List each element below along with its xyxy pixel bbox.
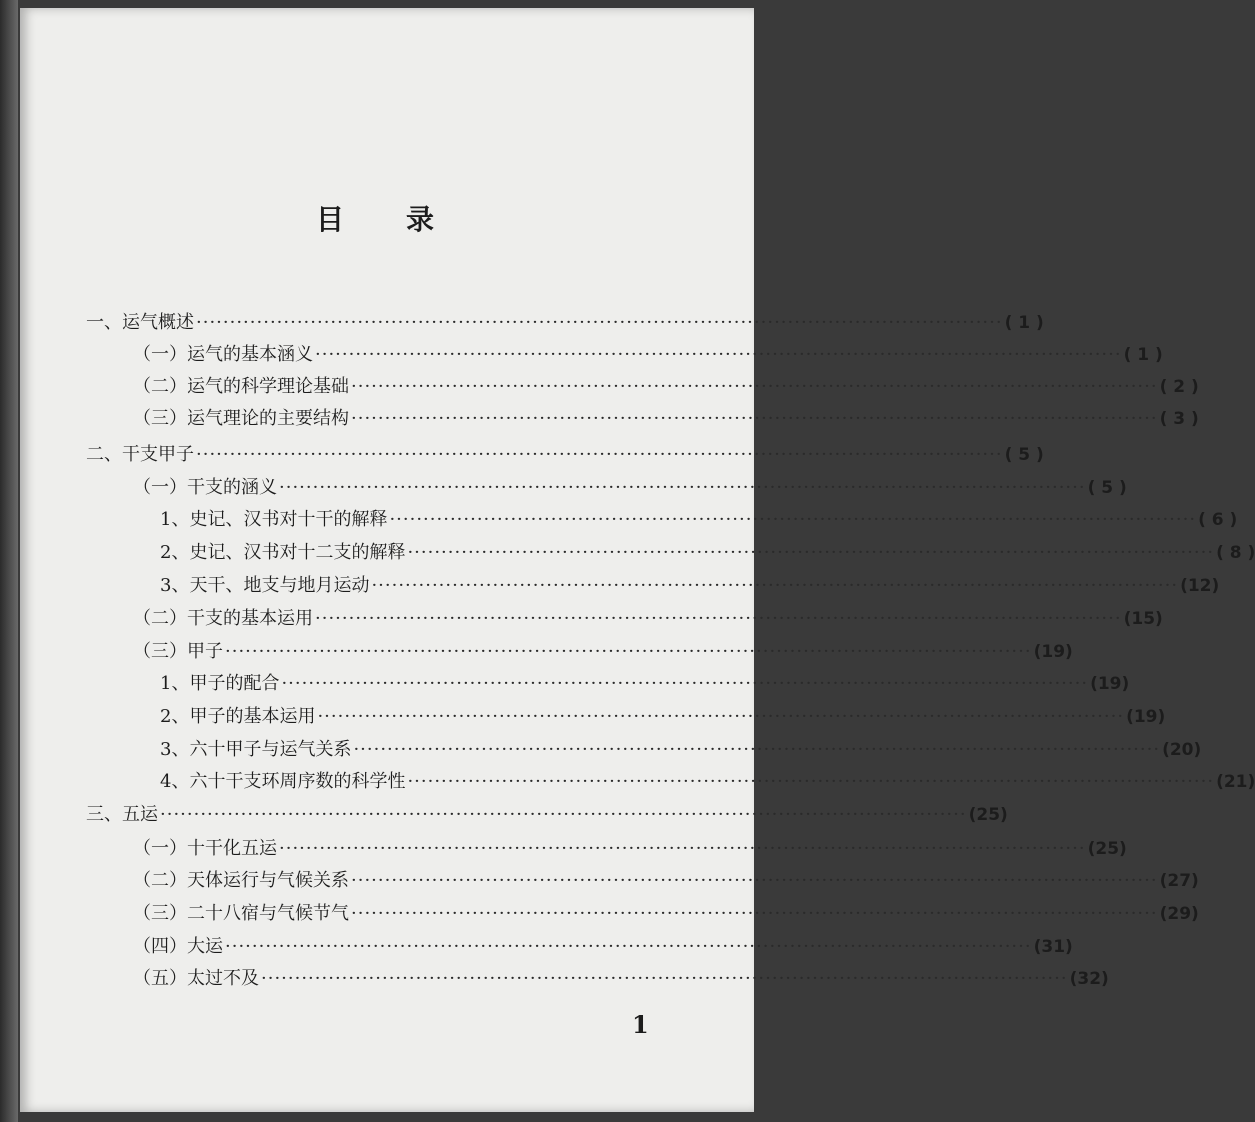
dot-leader: ························································································································ [315,608,1122,629]
dot-leader: ························································································································ [261,968,1068,989]
toc-entry-page: (15) [1123,609,1163,629]
toc-entry [133,834,1127,864]
toc-entry-page: (19) [1090,674,1130,694]
toc-entry [160,571,1220,601]
toc-entry-label: （二）干支的基本运用 [133,608,313,629]
toc-entry-label: （一）运气的基本涵义 [133,344,313,365]
toc-entry-page: (25) [1087,839,1127,859]
toc-entry [86,440,1044,470]
toc-entry-label: （四）大运 [133,936,223,957]
dot-leader: ························································································································ [353,739,1161,760]
toc-entry-label: 三、五运 [86,804,158,825]
toc-entry-label: （一）十干化五运 [133,838,277,859]
dot-leader: ························································································································ [351,903,1158,924]
toc-entry [133,372,1199,402]
toc-entry-page: ( 3 ) [1159,409,1199,429]
toc-entry-label: （二）天体运行与气候关系 [133,870,349,891]
dot-leader: ························································································································ [371,575,1179,596]
dot-leader: ························································································································ [407,542,1215,563]
toc-entry-label: （一）干支的涵义 [133,477,277,498]
dot-leader: ························································································································ [351,870,1158,891]
toc-entry [133,604,1163,634]
dot-leader: ························································································································ [196,312,1003,333]
dot-leader: ························································································································ [317,706,1125,727]
title-char: 录 [406,203,435,236]
toc-entry-page: (19) [1033,642,1073,662]
toc-entry-page: (32) [1069,969,1109,989]
toc-entry-page: (29) [1159,904,1199,924]
toc-entry-label: 1、史记、汉书对十干的解释 [160,509,388,530]
page-title [316,198,434,238]
toc-entry-label: （二）运气的科学理论基础 [133,376,349,397]
toc-entry-page: ( 5 ) [1004,445,1044,465]
toc-entry-label: 4、六十干支环周序数的科学性 [160,771,406,792]
toc-entry [133,866,1199,896]
toc-entry-page: (31) [1033,937,1073,957]
toc-entry-label: 1、甲子的配合 [160,673,280,694]
dot-leader: ························································································································ [160,804,967,825]
toc-entry-label: 2、史记、汉书对十二支的解释 [160,542,406,563]
toc-entry-page: ( 2 ) [1159,377,1199,397]
toc-entry-page: (20) [1162,740,1202,760]
toc-entry [133,637,1073,667]
toc-entry [133,899,1199,929]
toc-entry-label: 一、运气概述 [86,312,194,333]
toc-entry [133,404,1199,434]
dot-leader: ························································································································ [351,376,1158,397]
dot-leader: ························································································································ [407,771,1215,792]
toc-entry-page: (25) [968,805,1008,825]
dot-leader: ························································································································ [196,444,1003,465]
toc-entry-label: （三）运气理论的主要结构 [133,408,349,429]
dot-leader: ························································································································ [225,936,1032,957]
toc-entry [160,669,1130,699]
dot-leader: ························································································································ [279,838,1086,859]
toc-entry-label: 3、六十甲子与运气关系 [160,739,352,760]
toc-entry-label: （三）二十八宿与气候节气 [133,903,349,924]
toc-entry [160,767,1255,797]
toc-entry [160,505,1238,535]
dot-leader: ························································································································ [281,673,1089,694]
dot-leader: ························································································································ [279,477,1086,498]
toc-entry [133,473,1127,503]
toc-entry [160,702,1166,732]
toc-entry-label: 二、干支甲子 [86,444,194,465]
toc-entry-page: ( 1 ) [1123,345,1163,365]
page-number: 1 [632,1010,649,1039]
toc-entry [86,800,1008,830]
toc-entry-page: (19) [1126,707,1166,727]
toc-entry [133,964,1109,994]
toc-entry [160,538,1255,568]
title-char: 目 [316,203,345,236]
toc-entry-page: (27) [1159,871,1199,891]
toc-entry [133,340,1163,370]
toc-entry-page: ( 6 ) [1198,510,1238,530]
toc-entry [133,932,1073,962]
toc-entry [160,735,1202,765]
toc-entry-label: （五）太过不及 [133,968,259,989]
dot-leader: ························································································································ [351,408,1158,429]
book-binding [0,0,18,1122]
toc-entry-label: 2、甲子的基本运用 [160,706,316,727]
toc-entry-page: ( 8 ) [1216,543,1255,563]
dot-leader: ························································································································ [389,509,1197,530]
toc-entry-page: ( 5 ) [1087,478,1127,498]
toc-entry [86,308,1044,338]
toc-entry-page: (12) [1180,576,1220,596]
dot-leader: ························································································································ [315,344,1122,365]
toc-entry-label: 3、天干、地支与地月运动 [160,575,370,596]
toc-entry-label: （三）甲子 [133,641,223,662]
dot-leader: ························································································································ [225,641,1032,662]
toc-entry-page: ( 1 ) [1004,313,1044,333]
toc-entry-page: (21) [1216,772,1255,792]
